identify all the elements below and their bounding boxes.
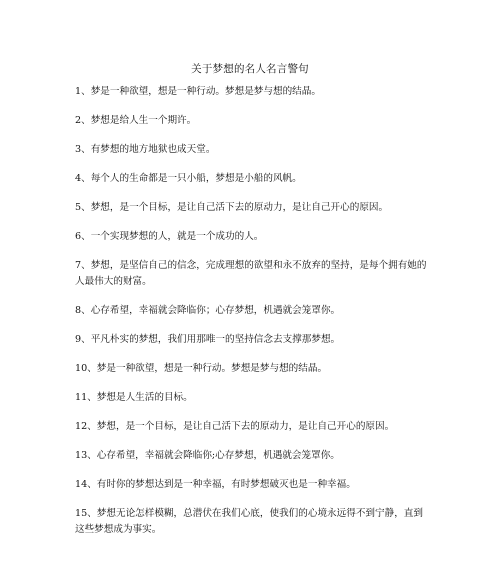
quote-item-7: 7、梦想，是坚信自己的信念，完成理想的欲望和永不放弃的坚持，是每个拥有她的人最伟大的财富。 — [75, 260, 427, 287]
quote-item-15: 15、梦想无论怎样模糊，总潜伏在我们心底，使我们的心境永远得不到宁静，直到这些梦想成为事实。 — [75, 508, 423, 535]
quote-item-3: 3、有梦想的地方地狱也成天堂。 — [75, 144, 216, 155]
quote-item-14: 14、有时你的梦想达到是一种幸福，有时梦想破灭也是一种幸福。 — [75, 479, 356, 490]
quote-item-4: 4、每个人的生命都是一只小船，梦想是小船的风帆。 — [75, 173, 302, 184]
quote-item-10: 10、梦是一种欲望，想是一种行动。梦想是梦与想的结晶。 — [75, 363, 328, 374]
quote-item-5: 5、梦想，是一个目标，是让自己活下去的原动力，是让自己开心的原因。 — [75, 202, 389, 213]
quote-item-2: 2、梦想是给人生一个期许。 — [75, 115, 197, 126]
document-title: 关于梦想的名人名言警句 — [191, 63, 309, 75]
quote-list — [75, 84, 430, 551]
quote-item-9: 9、平凡朴实的梦想，我们用那唯一的坚持信念去支撑那梦想。 — [75, 334, 341, 345]
quote-item-12: 12、梦想，是一个目标，是让自己活下去的原动力，是让自己开心的原因。 — [75, 421, 395, 432]
quote-item-13: 13、心存希望，幸福就会降临你;心存梦想，机遇就会笼罩你。 — [75, 450, 340, 461]
quote-item-8: 8、心存希望，幸福就会降临你；心存梦想，机遇就会笼罩你。 — [75, 305, 341, 316]
quote-item-11: 11、梦想是人生活的目标。 — [75, 392, 193, 403]
quote-item-6: 6、一个实现梦想的人，就是一个成功的人。 — [75, 231, 264, 242]
quote-item-1: 1、梦是一种欲望，想是一种行动。梦想是梦与想的结晶。 — [75, 86, 321, 97]
